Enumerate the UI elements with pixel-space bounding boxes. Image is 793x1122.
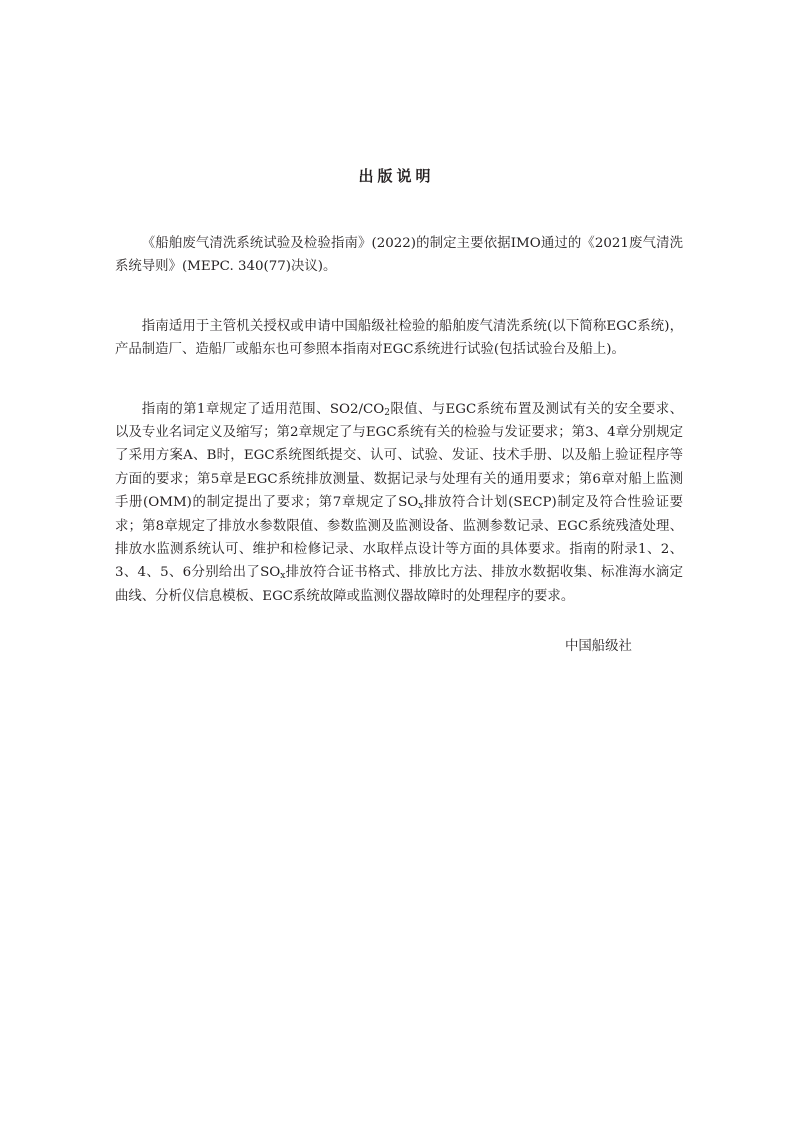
paragraph-chapters <box>115 398 683 609</box>
subscript: 2 <box>384 407 391 418</box>
paragraph-text: 限值、与EGC系统布置及测试有关的安全要求、以及专业名词定义及缩写；第2章规定了与EGC系统有关的检验与发证要求；第3、4章分别规定了采用方案A、B时，EGC系统图纸提交、认可、试验、发证、技术手册、以及船上验证程序等方面的要求；第5章是EGC系统排放测量、数据记录与处理有关的通用要求；第6章对船上监测手册(OMM)的制定提出了要求；第7章规定了SO <box>115 401 683 511</box>
signature-issuer: 中国船级社 <box>565 639 632 654</box>
paragraph-text: 指南的第1章规定了适用范围、SO2/CO <box>141 401 385 417</box>
paragraph-text: 《船舶废气清洗系统试验及检验指南》(2022)的制定主要依据IMO通过的《2021废气清洗系统导则》(MEPC. 340(77)决议)。 <box>115 236 683 275</box>
paragraph-text: 排放符合证书格式、排放比方法、排放水数据收集、标准海水滴定曲线、分析仪信息模板、EGC系统故障或监测仪器故障时的处理程序的要求。 <box>115 565 683 604</box>
paragraph-scope <box>115 315 683 362</box>
page-title: 出版说明 <box>358 167 435 185</box>
subscript: x <box>280 571 286 582</box>
paragraph-basis <box>115 232 683 279</box>
paragraph-text: 指南适用于主管机关授权或申请中国船级社检验的船舶废气清洗系统(以下简称EGC系统)，产品制造厂、造船厂或船东也可参照本指南对EGC系统进行试验(包括试验台及船上)。 <box>115 318 683 358</box>
subscript: x <box>418 501 424 512</box>
document-body <box>115 232 683 644</box>
paragraph-text: 排放符合计划(SECP)制定及符合性验证要求；第8章规定了排放水参数限值、参数监测及监测设备、监测参数记录、EGC系统残渣处理、排放水监测系统认可、维护和检修记录、水取样点设计等方面的具体要求。指南的附录1、2、3、4、5、6分别给出了SO <box>115 495 683 581</box>
